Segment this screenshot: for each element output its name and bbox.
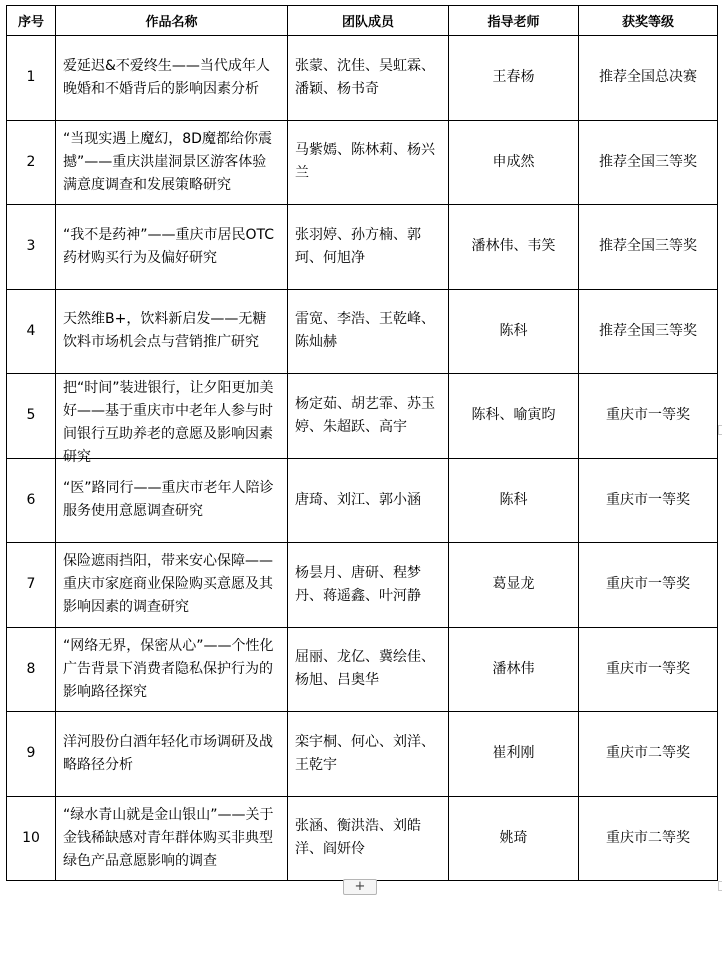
header-row bbox=[7, 6, 718, 36]
cell-index: 10 bbox=[7, 796, 56, 881]
cell-award: 重庆市一等奖 bbox=[579, 374, 718, 459]
cell-index: 8 bbox=[7, 627, 56, 712]
cell-award: 重庆市一等奖 bbox=[579, 458, 718, 543]
cell-advisor: 陈科 bbox=[449, 458, 579, 543]
cell-index: 6 bbox=[7, 458, 56, 543]
title-text: 洋河股份白酒年轻化市场调研及战略路径分析 bbox=[63, 733, 273, 773]
cell-index: 1 bbox=[7, 36, 56, 121]
cell-title bbox=[56, 374, 288, 466]
cell-advisor: 姚琦 bbox=[449, 796, 579, 881]
cell-award: 推荐全国三等奖 bbox=[579, 205, 718, 290]
add-row-button[interactable]: + bbox=[343, 879, 377, 895]
cell-advisor: 王春杨 bbox=[449, 36, 579, 121]
cell-members: 马紫嫣、陈林莉、杨兴兰 bbox=[288, 120, 449, 205]
table-row bbox=[7, 627, 718, 712]
table-row bbox=[7, 205, 718, 290]
cell-award: 重庆市一等奖 bbox=[579, 627, 718, 712]
cell-award: 重庆市二等奖 bbox=[579, 796, 718, 881]
title-text: “医”路同行——重庆市老年人陪诊服务使用意愿调查研究 bbox=[63, 480, 274, 520]
cell-title bbox=[56, 627, 288, 712]
header-members: 团队成员 bbox=[288, 6, 449, 36]
cell-members: 屈丽、龙亿、冀绘佳、杨旭、吕奥华 bbox=[288, 627, 449, 712]
cell-members: 张涵、衡洪浩、刘皓洋、阎妍伶 bbox=[288, 796, 449, 881]
title-text: “网络无界，保密从心”——个性化广告背景下消费者隐私保护行为的影响路径探究 bbox=[63, 637, 274, 700]
header-advisor: 指导老师 bbox=[449, 6, 579, 36]
cell-advisor: 申成然 bbox=[449, 120, 579, 205]
cell-award: 推荐全国三等奖 bbox=[579, 120, 718, 205]
title-text: 把“时间”装进银行，让夕阳更加美好——基于重庆市中老年人参与时间银行互助养老的意愿及影响因素研究 bbox=[63, 380, 274, 466]
cell-index: 5 bbox=[7, 374, 56, 459]
cell-advisor: 潘林伟 bbox=[449, 627, 579, 712]
table-row bbox=[7, 374, 718, 459]
table-row bbox=[7, 458, 718, 543]
cell-title bbox=[56, 120, 288, 205]
cell-advisor: 潘林伟、韦笑 bbox=[449, 205, 579, 290]
header-title: 作品名称 bbox=[56, 6, 288, 36]
cell-title bbox=[56, 36, 288, 121]
table-row bbox=[7, 36, 718, 121]
cell-advisor: 葛显龙 bbox=[449, 543, 579, 628]
table-row bbox=[7, 796, 718, 881]
cell-title bbox=[56, 796, 288, 881]
cell-members: 栾宇桐、何心、刘洋、王乾宇 bbox=[288, 712, 449, 797]
column-resize-handle[interactable] bbox=[718, 425, 722, 435]
cell-advisor: 崔利刚 bbox=[449, 712, 579, 797]
table-row bbox=[7, 289, 718, 374]
title-text: 保险遮雨挡阳，带来安心保障——重庆市家庭商业保险购买意愿及其影响因素的调查研究 bbox=[63, 553, 273, 616]
header-award: 获奖等级 bbox=[579, 6, 718, 36]
cell-title bbox=[56, 205, 288, 290]
table-row bbox=[7, 712, 718, 797]
cell-title bbox=[56, 289, 288, 374]
cell-members: 唐琦、刘江、郭小涵 bbox=[288, 458, 449, 543]
cell-members: 杨昙月、唐研、程梦丹、蒋遥鑫、叶河静 bbox=[288, 543, 449, 628]
cell-members: 张羽婷、孙方楠、郭珂、何旭净 bbox=[288, 205, 449, 290]
cell-index: 2 bbox=[7, 120, 56, 205]
cell-index: 4 bbox=[7, 289, 56, 374]
cell-title bbox=[56, 543, 288, 628]
cell-members: 杨定茹、胡艺霏、苏玉婷、朱超跃、高宇 bbox=[288, 374, 449, 459]
cell-title bbox=[56, 458, 288, 543]
cell-title bbox=[56, 712, 288, 797]
cell-members: 雷宽、李浩、王乾峰、陈灿赫 bbox=[288, 289, 449, 374]
row-resize-handle[interactable] bbox=[718, 881, 722, 891]
cell-index: 3 bbox=[7, 205, 56, 290]
cell-award: 重庆市二等奖 bbox=[579, 712, 718, 797]
title-text: “我不是药神”——重庆市居民OTC药材购买行为及偏好研究 bbox=[63, 226, 275, 266]
cell-members: 张蒙、沈佳、吴虹霖、潘颖、杨书奇 bbox=[288, 36, 449, 121]
cell-index: 7 bbox=[7, 543, 56, 628]
cell-advisor: 陈科 bbox=[449, 289, 579, 374]
awards-table bbox=[6, 5, 718, 881]
cell-advisor: 陈科、喻寅昀 bbox=[449, 374, 579, 459]
header-index: 序号 bbox=[7, 6, 56, 36]
title-text: “绿水青山就是金山银山”——关于金钱稀缺感对青年群体购买非典型绿色产品意愿影响的调查 bbox=[63, 806, 274, 869]
cell-award: 推荐全国三等奖 bbox=[579, 289, 718, 374]
cell-award: 重庆市一等奖 bbox=[579, 543, 718, 628]
cell-award: 推荐全国总决赛 bbox=[579, 36, 718, 121]
title-text: “当现实遇上魔幻，8D魔都给你震撼”——重庆洪崖洞景区游客体验满意度调查和发展策略研究 bbox=[63, 130, 272, 193]
table-row bbox=[7, 120, 718, 205]
cell-index: 9 bbox=[7, 712, 56, 797]
title-text: 天然维B+，饮料新启发——无糖饮料市场机会点与营销推广研究 bbox=[63, 311, 267, 351]
title-text: 爱延迟&不爱终生——当代成年人晚婚和不婚背后的影响因素分析 bbox=[63, 57, 270, 97]
table-row bbox=[7, 543, 718, 628]
